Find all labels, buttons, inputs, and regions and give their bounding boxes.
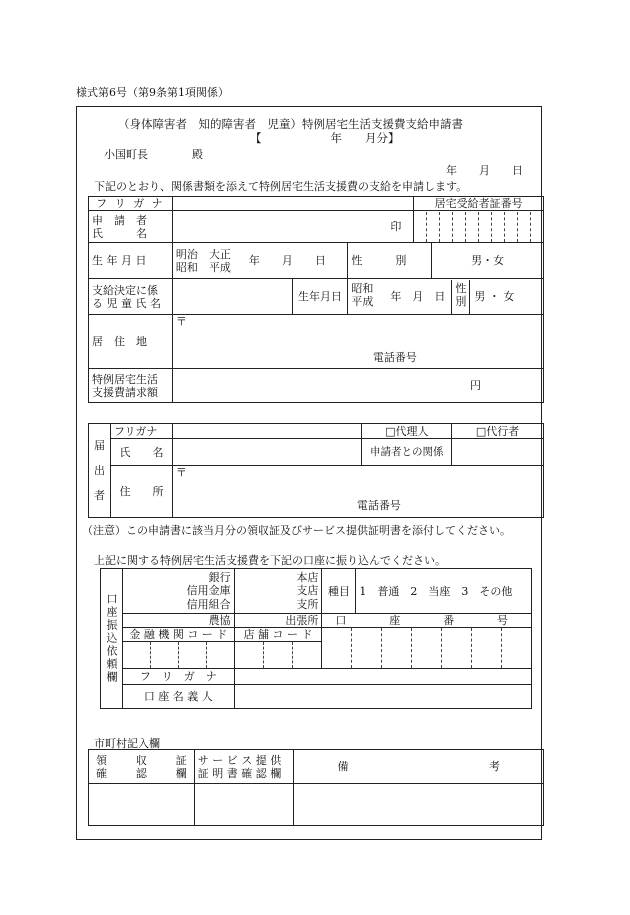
amount-label-line1: 特例居宅生活 (92, 372, 158, 386)
child-label-line2: る 児 童 氏 名 (92, 296, 161, 310)
rc3: 証 (175, 753, 187, 767)
bank-side-text: 口座振込依頼欄 (104, 593, 118, 684)
address-field[interactable] (172, 315, 543, 369)
postal-mark: 〒 (175, 315, 187, 328)
service-line2: 証 明 書 確 認 欄 (197, 766, 282, 780)
intro-text: 下記のとおり、関係書類を添えて特例居宅生活支援費の支給を申請します。 (94, 180, 468, 193)
sex-label: 性 別 (348, 243, 432, 279)
notifier-furigana-field[interactable] (172, 424, 361, 439)
notifier-address-field[interactable] (172, 466, 543, 518)
child-label-line1: 支給決定に係 (92, 283, 158, 297)
service-cert-label (194, 750, 294, 784)
child-ymd: 年 月 日 (390, 290, 446, 303)
remarks-label (294, 750, 544, 784)
rc4: 確 (96, 766, 107, 780)
furigana-label: フ リ ガ ナ (89, 197, 173, 211)
form-period: 【 年 月分】 (250, 131, 400, 145)
form-title: （身体障害者 知的障害者 児童）特例居宅生活支援費支給申請書 (118, 117, 463, 131)
relation-label: 申請者との関係 (362, 439, 452, 466)
era-line1: 明治 大正 (175, 247, 231, 261)
notifier-side-label (89, 424, 111, 518)
remarks-field[interactable] (294, 784, 544, 826)
notifier-side-3: 者 (93, 489, 105, 502)
applicant-table (88, 196, 544, 403)
birth-ymd: 年 月 日 (248, 254, 326, 267)
account-kind-options[interactable]: 1 普通 2 当座 3 その他 (356, 569, 532, 614)
notifier-address-label: 住 所 (110, 466, 172, 518)
notifier-phone-label: 電話番号 (356, 499, 401, 512)
rc5: 認 (135, 766, 147, 780)
bank-side-label (101, 569, 123, 709)
child-sex-value: 男 ・ 女 (474, 290, 515, 303)
inst-kumiai: 信用組合 (186, 597, 231, 611)
notifier-postal-mark: 〒 (175, 466, 187, 479)
holder-furigana-label: フ リ ガ ナ (122, 669, 234, 685)
branch-code-cell[interactable] (234, 628, 322, 669)
inst-bank: 銀行 (208, 570, 231, 584)
bank-table (100, 568, 532, 709)
child-sex-label1: 性 (455, 281, 467, 295)
notifier-side-2: 出 (93, 464, 105, 477)
holder-label: 口 座 名 義 人 (122, 685, 234, 709)
furigana-field[interactable] (172, 197, 413, 211)
remarks-2: 考 (489, 760, 500, 773)
rc6: 欄 (175, 766, 187, 780)
branch-field[interactable] (234, 569, 322, 614)
notifier-furigana-label: フリガナ (110, 424, 172, 439)
applicant-name-field[interactable] (172, 211, 413, 243)
inst-noukyo: 農協 (122, 614, 234, 628)
child-birth-label: 生年月日 (292, 279, 348, 315)
account-number-field[interactable] (322, 628, 532, 669)
rc1: 領 (96, 753, 107, 767)
acct-h-3: 番 (443, 614, 455, 627)
agent-checkbox[interactable]: □代行者 (452, 424, 544, 439)
form-number: 様式第6号（第9条第1項関係） (76, 86, 229, 99)
acct-h-4: 号 (497, 614, 508, 627)
notifier-name-label: 氏 名 (110, 439, 172, 466)
birthdate-field[interactable] (172, 243, 348, 279)
note-text: （注意）この申請書に該当月分の領収証及びサービス提供証明書を添付してください。 (82, 524, 511, 537)
address-label: 居 住 地 (89, 315, 173, 369)
amount-label-line2: 支援費請求額 (92, 385, 158, 399)
sex-value[interactable]: 男・女 (432, 243, 544, 279)
branch-main: 本店 (296, 570, 319, 584)
branch-code-label: 店 舗 コ ー ド (235, 628, 322, 642)
account-number-header (322, 614, 532, 628)
bank-intro: 上記に関する特例居宅生活支援費を下記の口座に振り込んでください。 (94, 554, 446, 567)
municipal-label: 市町村記入欄 (94, 737, 160, 750)
remarks-1: 備 (337, 760, 349, 773)
cert-number-label: 居宅受給者証番号 (414, 197, 544, 211)
birthdate-label: 生 年 月 日 (89, 243, 173, 279)
application-date: 年 月 日 (446, 164, 523, 177)
inst-code-cell[interactable] (122, 628, 234, 669)
era-line2: 昭和 平成 (175, 260, 231, 274)
child-birth-sex-field[interactable] (348, 279, 544, 315)
amount-field[interactable] (172, 369, 543, 403)
addressee: 小国町長 殿 (104, 148, 203, 161)
rc2: 収 (135, 753, 147, 767)
service-line1: サ ー ビ ス 提 供 (197, 753, 282, 767)
applicant-name-label (89, 211, 173, 243)
relation-field[interactable] (452, 439, 544, 466)
cert-number-field[interactable] (414, 211, 544, 243)
holder-field[interactable] (234, 685, 531, 709)
notifier-name-field[interactable] (172, 439, 361, 466)
branch-office: 支所 (296, 597, 319, 611)
proxy-checkbox[interactable]: □代理人 (362, 424, 452, 439)
acct-h-2: 座 (389, 614, 401, 627)
branch-outpost: 出張所 (234, 614, 322, 628)
notifier-table (88, 423, 544, 518)
child-sex-label2: 別 (455, 294, 467, 308)
child-era-line1: 昭和 (351, 281, 374, 295)
applicant-label-line1: 申 請 者 (92, 213, 147, 227)
account-kind-label: 種目 (322, 569, 356, 614)
child-era-line2: 平成 (351, 294, 374, 308)
branch-branch: 支店 (296, 584, 319, 598)
applicant-label-line2: 氏 名 (92, 226, 147, 240)
institution-field[interactable] (122, 569, 234, 614)
receipt-check-label (89, 750, 195, 784)
seal-mark: 印 (390, 220, 402, 233)
phone-label: 電話番号 (372, 351, 417, 364)
holder-furigana-field[interactable] (234, 669, 531, 685)
municipal-table (88, 749, 544, 826)
child-name-label (89, 279, 173, 315)
child-name-field[interactable] (172, 279, 292, 315)
inst-shinkin: 信用金庫 (186, 584, 231, 598)
notifier-side-1: 届 (93, 439, 105, 452)
amount-label (89, 369, 173, 403)
yen-unit: 円 (470, 379, 481, 392)
receipt-check-field[interactable] (89, 784, 195, 826)
inst-code-label: 金 融 機 関 コ ー ド (123, 628, 234, 642)
acct-h-1: 口 (335, 614, 347, 627)
service-cert-field[interactable] (194, 784, 294, 826)
